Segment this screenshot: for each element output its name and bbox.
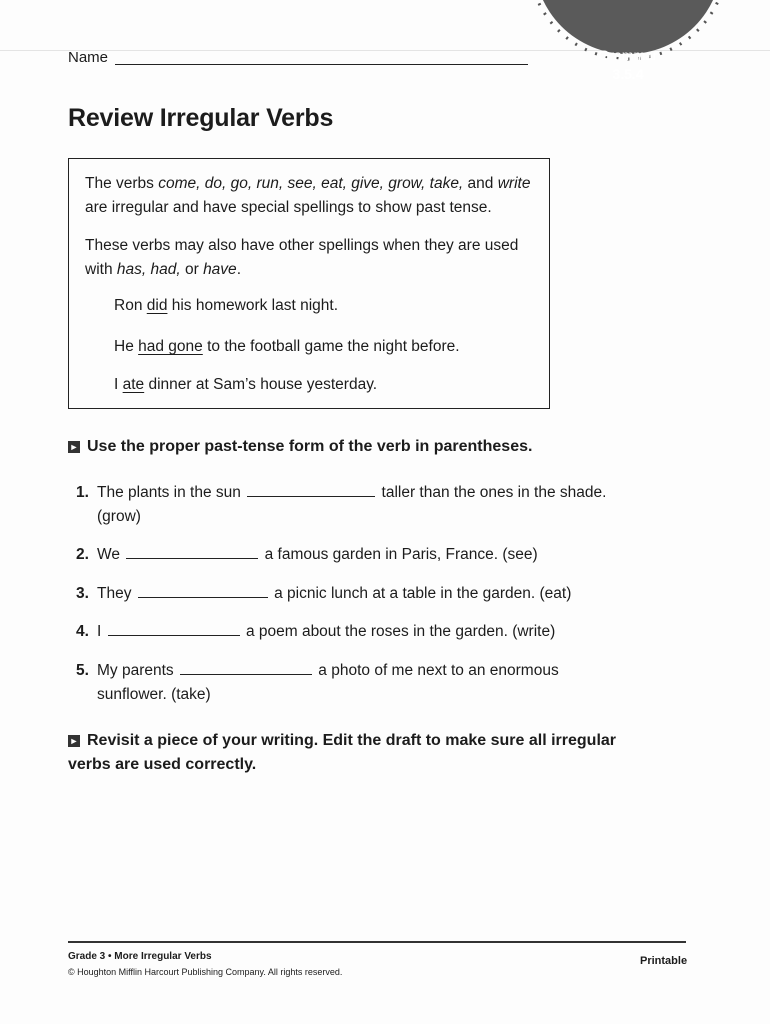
name-label: Name: [68, 49, 109, 66]
example-verb: ate: [122, 376, 145, 393]
footer-rule: [68, 941, 686, 943]
badge-title: Grammar: [598, 47, 658, 63]
example-verb: did: [146, 297, 168, 314]
answer-blank[interactable]: [138, 584, 268, 598]
exercise-item-5: 5. My parents a photo of me next to an enormous sunflower. (take): [76, 662, 559, 703]
page-title: Review Irregular Verbs: [68, 104, 334, 132]
rule-paragraph-2: These verbs may also have other spellings when they are used with has, had, or have.: [85, 237, 519, 278]
example-verb: had gone: [138, 338, 203, 355]
answer-blank[interactable]: [247, 483, 375, 497]
footer-copyright: © Houghton Mifflin Harcourt Publishing Company. All rights reserved.: [68, 967, 343, 977]
badge-number: 3.5.4: [612, 66, 644, 82]
arrow-icon: ►: [69, 736, 79, 746]
exercise-item-2: 2. We a famous garden in Paris, France. (see): [76, 546, 538, 563]
footer-printable: Printable: [640, 955, 688, 967]
directions-2: ► Revisit a piece of your writing. Edit the draft to make sure all irregular verbs are used correctly.: [68, 732, 617, 773]
answer-blank[interactable]: [126, 545, 258, 559]
example-sentence: He had gone to the football game the night before.: [114, 338, 460, 355]
example-sentence: I ate dinner at Sam’s house yesterday.: [114, 376, 378, 393]
arrow-icon: ►: [69, 442, 79, 452]
answer-blank[interactable]: [180, 661, 312, 675]
exercise-item-4: 4. I a poem about the roses in the garden. (write): [76, 623, 556, 640]
footer-grade: Grade 3 • More Irregular Verbs: [68, 951, 212, 962]
name-field[interactable]: [115, 64, 528, 65]
answer-blank[interactable]: [108, 622, 240, 636]
rule-paragraph-1: The verbs come, do, go, run, see, eat, give, grow, take, and write are irregular and have special spellings to show past tense.: [85, 175, 531, 216]
directions-1: ► Use the proper past-tense form of the verb in parentheses.: [69, 438, 533, 455]
example-sentence: Ron did his homework last night.: [114, 297, 339, 314]
exercise-item-3: 3. They a picnic lunch at a table in the garden. (eat): [76, 585, 572, 602]
exercise-item-1: 1. The plants in the sun taller than the ones in the shade. (grow): [76, 484, 607, 525]
